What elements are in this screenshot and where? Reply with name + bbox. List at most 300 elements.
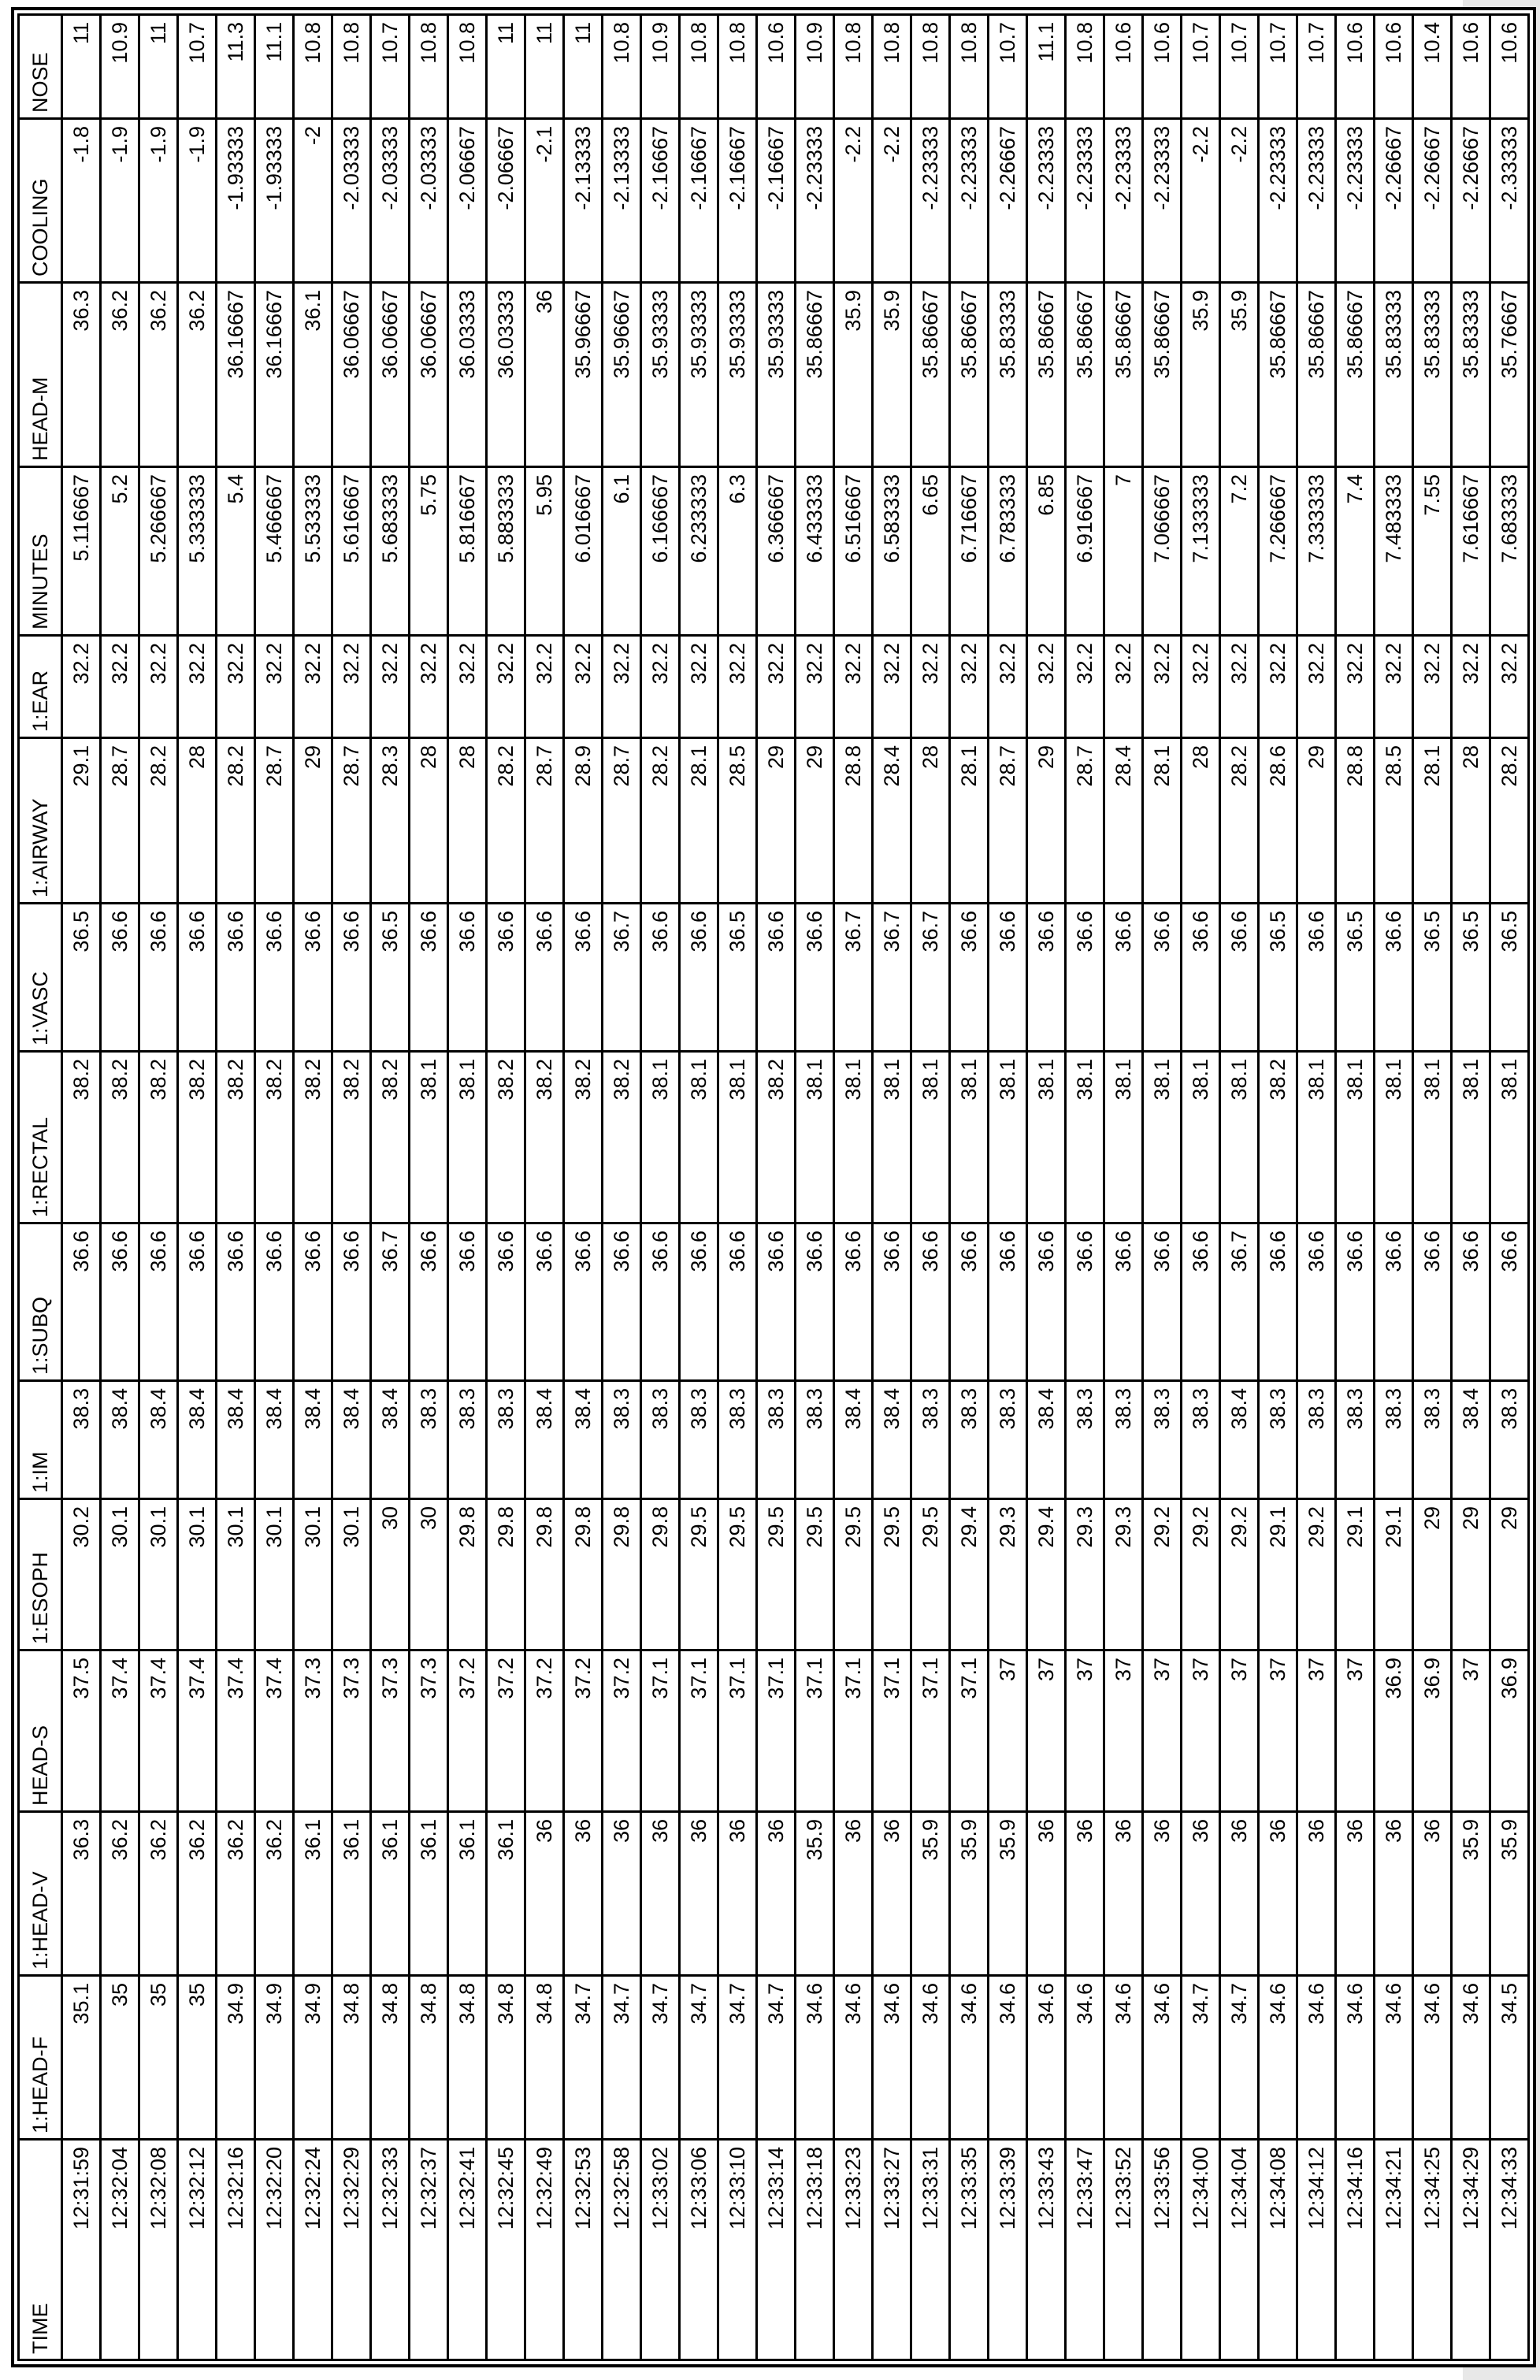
table-cell: 38.3 bbox=[1143, 1381, 1182, 1499]
table-cell: 29.1 bbox=[62, 738, 101, 904]
table-cell: 12:33:14 bbox=[757, 2140, 796, 2360]
table-cell: 10.4 bbox=[1413, 15, 1452, 119]
table-cell: 5.95 bbox=[525, 467, 564, 636]
table-cell: -2.06667 bbox=[448, 119, 487, 283]
table-cell: -2.03333 bbox=[371, 119, 410, 283]
table-cell: 32.2 bbox=[834, 636, 873, 738]
table-cell: 28.7 bbox=[1066, 738, 1104, 904]
table-cell: 12:33:35 bbox=[950, 2140, 989, 2360]
table-cell: 32.2 bbox=[1066, 636, 1104, 738]
table-cell: 34.6 bbox=[1027, 1976, 1066, 2140]
table-cell: 10.8 bbox=[603, 15, 641, 119]
table-cell: 36.2 bbox=[217, 1812, 255, 1976]
table-cell: 32.2 bbox=[950, 636, 989, 738]
table-cell: 38.1 bbox=[834, 1052, 873, 1223]
table-cell: 36.7 bbox=[1220, 1223, 1259, 1381]
table-cell: 35.83333 bbox=[989, 283, 1027, 467]
table-cell: 38.3 bbox=[1375, 1381, 1413, 1499]
table-cell: 28.1 bbox=[1143, 738, 1182, 904]
table-cell: 36.6 bbox=[564, 1223, 603, 1381]
table-cell: 36 bbox=[564, 1812, 603, 1976]
table-cell: 7 bbox=[1104, 467, 1143, 636]
table-cell: 38.3 bbox=[1490, 1381, 1529, 1499]
table-cell: -1.9 bbox=[139, 119, 178, 283]
table-cell: 12:33:27 bbox=[873, 2140, 911, 2360]
table-cell: 12:32:33 bbox=[371, 2140, 410, 2360]
table-cell: 28 bbox=[911, 738, 950, 904]
table-cell: 38.3 bbox=[1066, 1381, 1104, 1499]
table-cell: 5.116667 bbox=[62, 467, 101, 636]
table-cell: 30.2 bbox=[62, 1499, 101, 1650]
table-cell: -2.23333 bbox=[1336, 119, 1375, 283]
table-cell: 34.6 bbox=[1413, 1976, 1452, 2140]
table-cell: 12:32:16 bbox=[217, 2140, 255, 2360]
table-cell: 38.2 bbox=[757, 1052, 796, 1223]
table-cell: -2.2 bbox=[1220, 119, 1259, 283]
table-cell: 7.2 bbox=[1220, 467, 1259, 636]
table-row bbox=[217, 15, 255, 2360]
table-cell: -2.23333 bbox=[911, 119, 950, 283]
table-cell: 36.3 bbox=[62, 283, 101, 467]
table-cell: 38.2 bbox=[332, 1052, 371, 1223]
table-cell: 37.1 bbox=[834, 1650, 873, 1812]
table-cell: 30.1 bbox=[332, 1499, 371, 1650]
table-cell: 10.7 bbox=[1220, 15, 1259, 119]
table-row bbox=[1143, 15, 1182, 2360]
table-cell: 11 bbox=[62, 15, 101, 119]
table-row bbox=[1375, 15, 1413, 2360]
table-cell: 35.9 bbox=[950, 1812, 989, 1976]
table-cell: 32.2 bbox=[1027, 636, 1066, 738]
table-cell: 37.2 bbox=[564, 1650, 603, 1812]
table-cell: 28.8 bbox=[1336, 738, 1375, 904]
table-cell: 35.86667 bbox=[1027, 283, 1066, 467]
table-cell: 30 bbox=[410, 1499, 448, 1650]
table-cell: 28.4 bbox=[873, 738, 911, 904]
table-cell: 32.2 bbox=[62, 636, 101, 738]
table-row bbox=[1104, 15, 1143, 2360]
table-cell: 32.2 bbox=[911, 636, 950, 738]
table-cell: 37.3 bbox=[294, 1650, 332, 1812]
table-cell: 5.2 bbox=[101, 467, 139, 636]
table-cell: -2.2 bbox=[873, 119, 911, 283]
table-cell: 35 bbox=[101, 1976, 139, 2140]
table-cell: 36.6 bbox=[178, 904, 217, 1052]
table-cell: 36.3 bbox=[62, 1812, 101, 1976]
table-cell: 36.6 bbox=[487, 904, 525, 1052]
table-cell: 35.83333 bbox=[1375, 283, 1413, 467]
table-cell: 5.4 bbox=[217, 467, 255, 636]
table-cell: 35.9 bbox=[911, 1812, 950, 1976]
table-cell: 34.8 bbox=[525, 1976, 564, 2140]
table-cell: -2.23333 bbox=[1297, 119, 1336, 283]
table-cell: 38.4 bbox=[101, 1381, 139, 1499]
table-cell: 38.1 bbox=[1413, 1052, 1452, 1223]
table-cell: 10.8 bbox=[718, 15, 757, 119]
table-cell: 32.2 bbox=[255, 636, 294, 738]
table-cell: 34.7 bbox=[680, 1976, 718, 2140]
table-cell: 36.1 bbox=[410, 1812, 448, 1976]
table-cell: 36.6 bbox=[718, 1223, 757, 1381]
table-cell: -2.2 bbox=[1182, 119, 1220, 283]
table-cell: 34.7 bbox=[757, 1976, 796, 2140]
rotated-table-region bbox=[11, 8, 1521, 2367]
table-cell: 29.8 bbox=[564, 1499, 603, 1650]
table-cell: -2.16667 bbox=[718, 119, 757, 283]
table-cell: 7.683333 bbox=[1490, 467, 1529, 636]
table-cell: 12:34:04 bbox=[1220, 2140, 1259, 2360]
table-cell: 38.1 bbox=[680, 1052, 718, 1223]
table-cell: 32.2 bbox=[332, 636, 371, 738]
table-cell: 12:32:53 bbox=[564, 2140, 603, 2360]
table-cell: 37 bbox=[1297, 1650, 1336, 1812]
table-cell: 36.6 bbox=[873, 1223, 911, 1381]
table-cell: 28.2 bbox=[139, 738, 178, 904]
table-row bbox=[1259, 15, 1297, 2360]
table-cell: 36.6 bbox=[255, 1223, 294, 1381]
table-cell: 10.8 bbox=[873, 15, 911, 119]
table-cell: 30 bbox=[371, 1499, 410, 1650]
table-cell: 29.3 bbox=[1066, 1499, 1104, 1650]
table-cell: 28.6 bbox=[1259, 738, 1297, 904]
table-cell: 38.2 bbox=[603, 1052, 641, 1223]
table-cell: 12:33:43 bbox=[1027, 2140, 1066, 2360]
table-cell: 28.2 bbox=[641, 738, 680, 904]
table-cell: 5.616667 bbox=[332, 467, 371, 636]
table-cell: 34.6 bbox=[873, 1976, 911, 2140]
table-cell: 37.4 bbox=[178, 1650, 217, 1812]
table-cell: 29.1 bbox=[1336, 1499, 1375, 1650]
table-cell: 36 bbox=[1066, 1812, 1104, 1976]
table-cell: 10.6 bbox=[1104, 15, 1143, 119]
table-cell: 30.1 bbox=[178, 1499, 217, 1650]
table-cell: 6.716667 bbox=[950, 467, 989, 636]
table-cell: 7.333333 bbox=[1297, 467, 1336, 636]
table-cell: 10.8 bbox=[1066, 15, 1104, 119]
table-cell: 37.2 bbox=[487, 1650, 525, 1812]
table-cell: 7.55 bbox=[1413, 467, 1452, 636]
table-cell: -1.8 bbox=[62, 119, 101, 283]
table-cell: 12:34:12 bbox=[1297, 2140, 1336, 2360]
table-cell: 32.2 bbox=[1452, 636, 1490, 738]
table-cell: 29.3 bbox=[989, 1499, 1027, 1650]
table-row bbox=[1297, 15, 1336, 2360]
table-cell: 12:32:45 bbox=[487, 2140, 525, 2360]
table-cell: 38.3 bbox=[448, 1381, 487, 1499]
table-cell: -2.26667 bbox=[989, 119, 1027, 283]
table-cell: 6.366667 bbox=[757, 467, 796, 636]
table-cell: 36.03333 bbox=[448, 283, 487, 467]
table-cell: 36.6 bbox=[1297, 904, 1336, 1052]
table-cell: 36.16667 bbox=[217, 283, 255, 467]
table-cell: 29 bbox=[1490, 1499, 1529, 1650]
table-cell: 6.016667 bbox=[564, 467, 603, 636]
table-cell: 28 bbox=[1452, 738, 1490, 904]
table-cell: 32.2 bbox=[641, 636, 680, 738]
table-row bbox=[873, 15, 911, 2360]
table-cell: 10.8 bbox=[950, 15, 989, 119]
table-cell: 36.2 bbox=[139, 1812, 178, 1976]
table-cell: 12:34:29 bbox=[1452, 2140, 1490, 2360]
table-cell: 10.9 bbox=[641, 15, 680, 119]
table-cell: 38.3 bbox=[796, 1381, 834, 1499]
header-row bbox=[19, 15, 62, 2360]
table-cell: 29.2 bbox=[1182, 1499, 1220, 1650]
table-cell: 28.8 bbox=[834, 738, 873, 904]
table-cell: 38.1 bbox=[1066, 1052, 1104, 1223]
table-cell: 30.1 bbox=[217, 1499, 255, 1650]
table-cell: 38.4 bbox=[1452, 1381, 1490, 1499]
table-cell: 37.4 bbox=[101, 1650, 139, 1812]
table-cell: 5.683333 bbox=[371, 467, 410, 636]
table-cell: -2.26667 bbox=[1375, 119, 1413, 283]
table-cell: 36.6 bbox=[1490, 1223, 1529, 1381]
table-cell: 38.1 bbox=[911, 1052, 950, 1223]
table-cell: 37.3 bbox=[332, 1650, 371, 1812]
table-row bbox=[757, 15, 796, 2360]
table-cell: 36.1 bbox=[294, 1812, 332, 1976]
table-cell: 29.5 bbox=[680, 1499, 718, 1650]
table-cell: 32.2 bbox=[1220, 636, 1259, 738]
table-cell: 34.9 bbox=[255, 1976, 294, 2140]
table-cell: 36.6 bbox=[62, 1223, 101, 1381]
table-cell: 34.8 bbox=[487, 1976, 525, 2140]
table-cell: -2.13333 bbox=[564, 119, 603, 283]
table-cell: 12:32:24 bbox=[294, 2140, 332, 2360]
table-cell: 6.85 bbox=[1027, 467, 1066, 636]
table-cell: -2.03333 bbox=[410, 119, 448, 283]
table-cell: 38.3 bbox=[641, 1381, 680, 1499]
table-cell: 10.8 bbox=[410, 15, 448, 119]
table-cell: 38.4 bbox=[564, 1381, 603, 1499]
table-cell: 6.916667 bbox=[1066, 467, 1104, 636]
table-row bbox=[525, 15, 564, 2360]
table-cell: 36.6 bbox=[680, 1223, 718, 1381]
table-cell: 35.83333 bbox=[1452, 283, 1490, 467]
table-cell: 38.1 bbox=[1027, 1052, 1066, 1223]
table-cell: 28.1 bbox=[680, 738, 718, 904]
table-cell: 29 bbox=[757, 738, 796, 904]
table-row bbox=[603, 15, 641, 2360]
table-cell: 38.1 bbox=[1452, 1052, 1490, 1223]
table-cell: 35.86667 bbox=[911, 283, 950, 467]
table-cell: -2.23333 bbox=[1027, 119, 1066, 283]
table-cell: 36.6 bbox=[1066, 904, 1104, 1052]
table-cell: 32.2 bbox=[603, 636, 641, 738]
column-header: MINUTES bbox=[19, 467, 62, 636]
table-cell: 28.7 bbox=[101, 738, 139, 904]
table-cell: 29.5 bbox=[718, 1499, 757, 1650]
table-cell: 37.2 bbox=[525, 1650, 564, 1812]
table-cell: 12:32:41 bbox=[448, 2140, 487, 2360]
table-cell: 32.2 bbox=[178, 636, 217, 738]
table-cell: 36.6 bbox=[950, 904, 989, 1052]
table-cell: 32.2 bbox=[371, 636, 410, 738]
table-cell: 28.7 bbox=[332, 738, 371, 904]
table-row bbox=[718, 15, 757, 2360]
table-cell: 28 bbox=[1182, 738, 1220, 904]
table-cell: 28 bbox=[178, 738, 217, 904]
table-cell: 12:34:16 bbox=[1336, 2140, 1375, 2360]
table-cell: 38.2 bbox=[294, 1052, 332, 1223]
table-cell: 34.7 bbox=[603, 1976, 641, 2140]
table-cell: 36.6 bbox=[139, 904, 178, 1052]
table-cell: 36 bbox=[525, 1812, 564, 1976]
column-header: 1:VASC bbox=[19, 904, 62, 1052]
table-cell: 38.1 bbox=[410, 1052, 448, 1223]
table-cell: 37.1 bbox=[911, 1650, 950, 1812]
table-cell: 38.1 bbox=[1375, 1052, 1413, 1223]
table-cell: 5.816667 bbox=[448, 467, 487, 636]
table-cell: 6.1 bbox=[603, 467, 641, 636]
table-cell: 37 bbox=[1452, 1650, 1490, 1812]
table-cell: 36.6 bbox=[1182, 904, 1220, 1052]
table-cell: 12:34:00 bbox=[1182, 2140, 1220, 2360]
table-cell: 36.6 bbox=[410, 904, 448, 1052]
table-cell: 36.5 bbox=[371, 904, 410, 1052]
table-cell: 36.5 bbox=[1452, 904, 1490, 1052]
table-cell: 32.2 bbox=[796, 636, 834, 738]
table-cell: 38.2 bbox=[178, 1052, 217, 1223]
table-cell: 6.516667 bbox=[834, 467, 873, 636]
table-cell: 38.3 bbox=[911, 1381, 950, 1499]
table-cell: 34.7 bbox=[641, 1976, 680, 2140]
table-row bbox=[1452, 15, 1490, 2360]
table-cell: 32.2 bbox=[410, 636, 448, 738]
table-cell: 28.7 bbox=[255, 738, 294, 904]
table-cell: 32.2 bbox=[448, 636, 487, 738]
table-cell: -2.06667 bbox=[487, 119, 525, 283]
table-cell: 36.6 bbox=[294, 1223, 332, 1381]
table-cell: 36.6 bbox=[989, 1223, 1027, 1381]
table-row bbox=[294, 15, 332, 2360]
table-cell: 36.6 bbox=[217, 904, 255, 1052]
table-cell: 38.4 bbox=[1220, 1381, 1259, 1499]
table-cell: 6.3 bbox=[718, 467, 757, 636]
table-cell: 11 bbox=[139, 15, 178, 119]
table-cell: 11 bbox=[564, 15, 603, 119]
table-cell: 28.2 bbox=[487, 738, 525, 904]
table-cell: -2.23333 bbox=[796, 119, 834, 283]
table-cell: 36 bbox=[525, 283, 564, 467]
table-cell: 35.96667 bbox=[564, 283, 603, 467]
table-cell: 35.86667 bbox=[1297, 283, 1336, 467]
table-cell: 34.6 bbox=[911, 1976, 950, 2140]
table-row bbox=[641, 15, 680, 2360]
table-cell: 38.4 bbox=[332, 1381, 371, 1499]
table-cell: 32.2 bbox=[525, 636, 564, 738]
table-cell: 38.1 bbox=[641, 1052, 680, 1223]
table-cell: 34.8 bbox=[448, 1976, 487, 2140]
table-cell: 29 bbox=[1027, 738, 1066, 904]
table-cell: 34.8 bbox=[371, 1976, 410, 2140]
table-cell: 34.9 bbox=[294, 1976, 332, 2140]
table-cell: 38.3 bbox=[62, 1381, 101, 1499]
table-cell: 32.2 bbox=[1375, 636, 1413, 738]
table-cell: 10.7 bbox=[989, 15, 1027, 119]
table-cell: 10.7 bbox=[1259, 15, 1297, 119]
table-cell: 10.8 bbox=[834, 15, 873, 119]
table-cell: -2.13333 bbox=[603, 119, 641, 283]
table-cell: 5.466667 bbox=[255, 467, 294, 636]
table-cell: 36.1 bbox=[294, 283, 332, 467]
table-cell: 36.06667 bbox=[332, 283, 371, 467]
table-cell: 36.1 bbox=[487, 1812, 525, 1976]
table-cell: 35.93333 bbox=[680, 283, 718, 467]
table-cell: 35.86667 bbox=[1143, 283, 1182, 467]
column-header: HEAD-S bbox=[19, 1650, 62, 1812]
table-cell: 38.3 bbox=[718, 1381, 757, 1499]
table-cell: 7.133333 bbox=[1182, 467, 1220, 636]
table-cell: 10.6 bbox=[757, 15, 796, 119]
table-cell: 35.96667 bbox=[603, 283, 641, 467]
table-cell: -1.93333 bbox=[255, 119, 294, 283]
table-cell: 38.3 bbox=[680, 1381, 718, 1499]
temperature-log-table bbox=[17, 13, 1530, 2361]
table-cell: 36.16667 bbox=[255, 283, 294, 467]
table-cell: 37 bbox=[989, 1650, 1027, 1812]
table-cell: 37.3 bbox=[371, 1650, 410, 1812]
table-cell: 5.75 bbox=[410, 467, 448, 636]
table-cell: -2.2 bbox=[834, 119, 873, 283]
table-cell: 36 bbox=[1413, 1812, 1452, 1976]
table-cell: 36.7 bbox=[911, 904, 950, 1052]
table-cell: 36 bbox=[718, 1812, 757, 1976]
table-cell: 36.6 bbox=[1452, 1223, 1490, 1381]
table-cell: 36.6 bbox=[796, 1223, 834, 1381]
table-cell: 36.6 bbox=[1143, 904, 1182, 1052]
column-header: 1:IM bbox=[19, 1381, 62, 1499]
table-cell: 36 bbox=[873, 1812, 911, 1976]
table-cell: 37.3 bbox=[410, 1650, 448, 1812]
table-cell: 12:32:08 bbox=[139, 2140, 178, 2360]
table-cell: 35.86667 bbox=[1259, 283, 1297, 467]
table-cell: 35.9 bbox=[1182, 283, 1220, 467]
table-cell: 38.3 bbox=[950, 1381, 989, 1499]
table-cell: 36.6 bbox=[525, 1223, 564, 1381]
table-cell: 34.8 bbox=[332, 1976, 371, 2140]
table-cell: 34.6 bbox=[1297, 1976, 1336, 2140]
table-cell: 10.9 bbox=[796, 15, 834, 119]
table-cell: 38.1 bbox=[796, 1052, 834, 1223]
table-cell: 36.6 bbox=[101, 904, 139, 1052]
table-cell: 38.3 bbox=[1104, 1381, 1143, 1499]
table-cell: -2.26667 bbox=[1452, 119, 1490, 283]
table-cell: 10.6 bbox=[1375, 15, 1413, 119]
table-row bbox=[448, 15, 487, 2360]
table-cell: 38.4 bbox=[873, 1381, 911, 1499]
table-cell: 10.8 bbox=[448, 15, 487, 119]
table-cell: 36.6 bbox=[989, 904, 1027, 1052]
table-row bbox=[255, 15, 294, 2360]
table-cell: 28 bbox=[448, 738, 487, 904]
table-cell: 30.1 bbox=[294, 1499, 332, 1650]
table-cell: 34.9 bbox=[217, 1976, 255, 2140]
table-cell: 36 bbox=[680, 1812, 718, 1976]
table-cell: 32.2 bbox=[680, 636, 718, 738]
table-cell: 36.6 bbox=[332, 1223, 371, 1381]
table-cell: 35.83333 bbox=[1413, 283, 1452, 467]
table-row bbox=[332, 15, 371, 2360]
table-cell: 36 bbox=[1259, 1812, 1297, 1976]
table-row bbox=[1220, 15, 1259, 2360]
table-cell: 36.1 bbox=[371, 1812, 410, 1976]
table-cell: 38.1 bbox=[989, 1052, 1027, 1223]
table-cell: 28.2 bbox=[1220, 738, 1259, 904]
table-cell: 38.4 bbox=[371, 1381, 410, 1499]
table-cell: 30.1 bbox=[255, 1499, 294, 1650]
table-cell: 38.4 bbox=[1027, 1381, 1066, 1499]
